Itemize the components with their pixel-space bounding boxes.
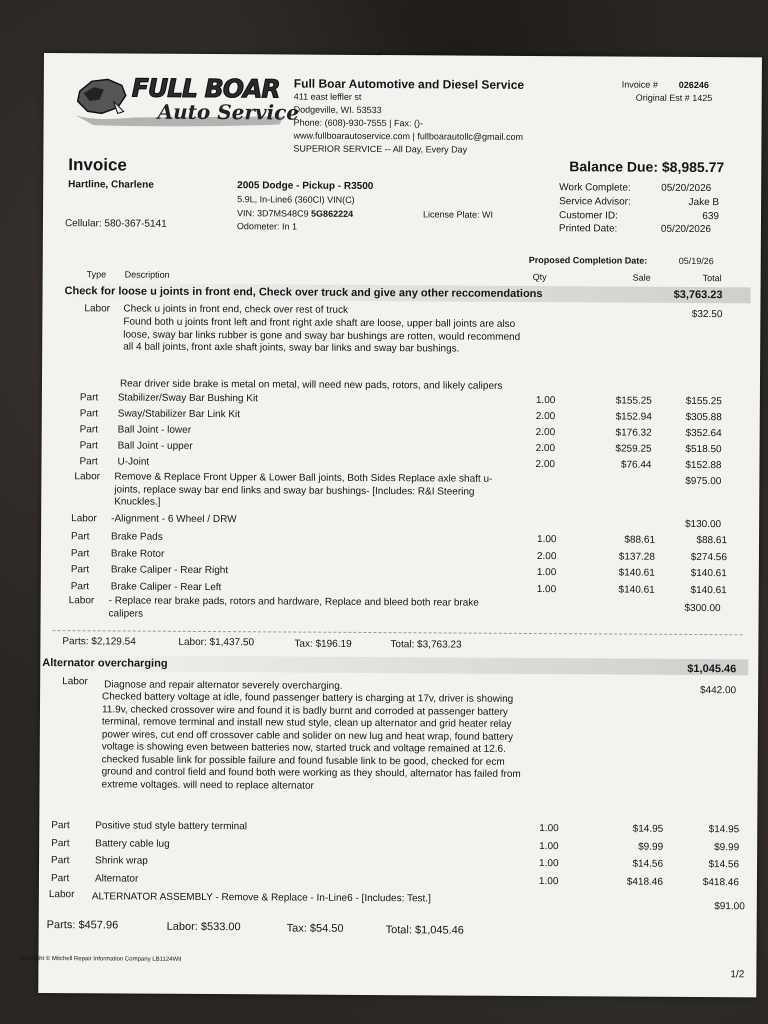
shop-slogan: SUPERIOR SERVICE -- All Day, Every Day — [293, 143, 468, 155]
item-total: $140.61 — [690, 567, 727, 580]
footer-copyright: Copyright © Mitchell Repair Information Company LB1124WII — [18, 955, 182, 963]
item-sale: $14.95 — [632, 823, 664, 835]
section1-labor1-note: Rear driver side brake is metal on metal, will need new pads, rotors, and likely calipers — [119, 378, 503, 392]
item-qty: 2.00 — [535, 411, 556, 423]
section2-labor1-text: Checked battery voltage at idle, found passenger battery is charging at 17v, driver is showing 11.9v, checked crossover wire and found it is badly burnt and corroded at passenger battery terminal, remove terminal and install new stud style, clean up alternator and grid heater relay power wires, cut end off crossover cable and solider on new lug and heat wrap, found battery voltage is showing even between batteries now, started truck and voltage remained at 12.6. checked fusable link for possible failure and found fusable link to be good, checked for ecm ground and control field and found both were working as they should, alternator has failed from extreme voltages. will need to replace alternator — [101, 691, 521, 792]
section1-labor1-line1: Check u joints in front end, check over rest of truck — [123, 303, 349, 316]
item-qty: 2.00 — [536, 550, 557, 562]
section2-labor1-total: $442.00 — [699, 685, 737, 697]
item-total: $518.50 — [685, 443, 722, 456]
section2-labor2-type: Labor — [48, 889, 75, 901]
item-sale: $176.32 — [615, 427, 652, 439]
invoice-number-label: Invoice # — [621, 79, 658, 90]
item-sale: $418.46 — [626, 876, 663, 888]
item-type: Part — [79, 440, 98, 452]
item-qty: 1.00 — [538, 875, 559, 887]
item-qty: 1.00 — [539, 858, 559, 870]
item-desc: Brake Pads — [111, 531, 163, 543]
section2-labor2-text: ALTERNATOR ASSEMBLY - Remove & Replace - In-Line6 - [Includes: Test.] — [91, 891, 431, 905]
col-total: Total — [702, 273, 722, 284]
section2-summary-parts: Parts: $457.96 — [46, 919, 119, 932]
col-sale: Sale — [632, 272, 651, 283]
vin-suffix: 5G862224 — [311, 208, 354, 219]
item-qty: 1.00 — [535, 395, 556, 407]
section1-summary-labor: Labor: $1,437.50 — [178, 636, 255, 649]
item-desc: Shrink wrap — [95, 855, 148, 867]
balance-due: Balance Due: $8,985.77 — [569, 158, 725, 176]
item-type: Part — [50, 872, 70, 884]
shop-name: Full Boar Automotive and Diesel Service — [293, 76, 525, 92]
section2-summary-total: Total: $1,045.46 — [385, 924, 464, 937]
item-qty: 1.00 — [537, 534, 557, 546]
section1-labor3-text: -Alignment - 6 Wheel / DRW — [111, 513, 237, 526]
item-total: $418.46 — [702, 876, 739, 888]
item-qty: 1.00 — [536, 583, 557, 595]
section1-labor3-total: $130.00 — [684, 518, 722, 531]
col-type: Type — [86, 269, 107, 280]
item-desc: U-Joint — [117, 456, 150, 468]
section1-total: $3,763.23 — [673, 288, 723, 302]
work-complete-date: 05/20/2026 — [661, 182, 712, 195]
item-qty: 1.00 — [536, 567, 557, 579]
vehicle-engine: 5.9L, In-Line6 (360CI) VIN(C) — [237, 194, 355, 205]
section1-labor4-text: - Replace rear brake pads, rotors and hardware, Replace and bleed both rear brake calipers — [108, 595, 479, 620]
item-sale: $140.61 — [618, 567, 655, 579]
proposed-completion-label: Proposed Completion Date: — [528, 254, 648, 266]
item-total: $352.64 — [685, 427, 722, 440]
vin-prefix: VIN: 3D7MS48C9 — [236, 208, 309, 219]
item-total: $274.56 — [690, 551, 727, 563]
section1-labor1-text: Found both u joints front left and front right axle shaft are loose, upper ball joints are also loose, sway bar links rubber is gone and sway bar bushings are rotten, would recommend all 4 ball joints, front axle shaft joints, sway bar links and sway bar bushings. — [123, 316, 521, 355]
service-advisor: Jake B — [688, 196, 720, 209]
item-qty: 1.00 — [539, 823, 559, 835]
section1-labor2-text: Remove & Replace Front Upper & Lower Ball joints, Both Sides Replace axle shaft u-joints, replace sway bar end links and sway bar bushings- [Includes: R&I Steering Knuckles.] — [114, 471, 493, 508]
item-qty: 2.00 — [535, 459, 555, 471]
item-type: Part — [79, 392, 99, 404]
item-desc: Positive stud style battery terminal — [95, 820, 248, 833]
item-desc: Ball Joint - upper — [117, 440, 193, 452]
item-type: Part — [79, 456, 98, 468]
customer-id: 639 — [702, 211, 720, 223]
section1-labor3-type: Labor — [71, 513, 97, 525]
item-total: $9.99 — [714, 841, 740, 853]
col-description: Description — [124, 269, 170, 280]
shop-logo — [74, 71, 300, 128]
item-qty: 2.00 — [535, 443, 556, 455]
printed-date-label: Printed Date: — [558, 223, 618, 235]
item-desc: Alternator — [94, 872, 139, 885]
proposed-completion-date: 05/19/26 — [678, 255, 714, 267]
item-sale: $140.61 — [618, 584, 655, 596]
item-desc: Ball Joint - lower — [117, 424, 192, 436]
item-desc: Sway/Stabilizer Bar Link Kit — [117, 408, 241, 421]
vehicle-title: 2005 Dodge - Pickup - R3500 — [237, 180, 374, 193]
page-number: 1/2 — [730, 969, 745, 981]
item-desc: Battery cable lug — [95, 837, 170, 850]
section2-summary-labor: Labor: $533.00 — [166, 920, 241, 934]
section1-labor4-type: Labor — [68, 595, 95, 607]
item-total: $155.25 — [685, 395, 722, 408]
item-desc: Stabilizer/Sway Bar Bushing Kit — [117, 392, 259, 405]
section1-title: Check for loose u joints in front end, Check over truck and give any other reccomendations — [64, 285, 543, 301]
license-plate: License Plate: WI — [422, 209, 494, 220]
section1-divider — [52, 630, 742, 635]
item-sale: $155.25 — [615, 395, 652, 407]
section2-summary-tax: Tax: $54.50 — [286, 922, 344, 935]
item-type: Part — [79, 424, 99, 436]
customer-id-label: Customer ID: — [558, 210, 618, 222]
item-sale: $9.99 — [638, 841, 664, 853]
item-type: Part — [51, 855, 70, 867]
item-total: $140.61 — [690, 584, 727, 596]
item-type: Part — [51, 820, 70, 832]
section2-labor2-total: $91.00 — [714, 901, 745, 913]
item-qty: 1.00 — [539, 840, 559, 852]
section2-labor1-line1: Diagnose and repair alternator severely overcharging. — [104, 679, 343, 692]
logo-text-main: FULL BOAR — [131, 73, 280, 104]
item-sale: $137.28 — [618, 551, 655, 563]
logo-text-sub: Auto Service — [157, 99, 300, 125]
section1-labor2-total: $975.00 — [685, 475, 722, 488]
item-total: $305.88 — [685, 411, 722, 424]
item-type: Part — [51, 837, 70, 849]
item-total: $152.88 — [685, 459, 722, 472]
item-sale: $88.61 — [624, 534, 656, 546]
section1-summary-tax: Tax: $196.19 — [294, 638, 352, 650]
section2-title: Alternator overcharging — [42, 657, 168, 670]
item-type: Part — [70, 564, 90, 576]
section2-labor1-type: Labor — [62, 676, 88, 688]
invoice-page — [18, 53, 762, 997]
item-sale: $259.25 — [615, 443, 652, 455]
item-sale: $152.94 — [615, 411, 652, 423]
section1-labor1-type: Labor — [84, 303, 111, 315]
col-qty: Qty — [532, 271, 547, 283]
item-total: $88.61 — [696, 534, 728, 547]
item-total: $14.95 — [708, 824, 740, 836]
invoice-title: Invoice — [68, 155, 127, 175]
section1-labor2-type: Labor — [74, 471, 101, 483]
item-desc: Brake Caliper - Rear Left — [110, 580, 222, 593]
shop-city: Dodgeville, WI. 53533 — [293, 104, 382, 116]
item-sale: $14.56 — [632, 858, 664, 870]
item-sale: $76.44 — [620, 459, 652, 471]
item-type: Part — [71, 531, 90, 543]
section1-labor4-total: $300.00 — [684, 602, 721, 615]
customer-name: Hartline, Charlene — [68, 179, 154, 191]
odometer: Odometer: In 1 — [236, 221, 298, 232]
invoice-number: 026246 — [678, 79, 709, 91]
item-type: Part — [79, 408, 99, 420]
section1-labor1-total: $32.50 — [691, 308, 723, 321]
item-total: $14.56 — [708, 859, 740, 871]
shop-address: 411 east leffler st — [293, 91, 362, 102]
customer-cellular: Cellular: 580-367-5141 — [64, 218, 167, 230]
work-complete-label: Work Complete: — [559, 182, 631, 194]
item-type: Part — [70, 547, 90, 559]
item-qty: 2.00 — [535, 427, 556, 439]
item-desc: Brake Rotor — [110, 547, 165, 560]
section2-total: $1,045.46 — [687, 662, 737, 676]
item-desc: Brake Caliper - Rear Right — [110, 564, 229, 577]
service-advisor-label: Service Advisor: — [559, 196, 631, 208]
item-type: Part — [70, 580, 90, 592]
shop-web: www.fullboarautoservice.com | fullboarautollc@gmail.com — [293, 130, 524, 142]
section1-summary-parts: Parts: $2,129.54 — [62, 636, 136, 648]
original-estimate: Original Est # 1425 — [635, 92, 713, 104]
section1-summary-total: Total: $3,763.23 — [390, 639, 462, 651]
vehicle-vin — [237, 208, 353, 219]
printed-date: 05/20/2026 — [660, 223, 712, 236]
shop-phone: Phone: (608)-930-7555 | Fax: ()- — [293, 117, 424, 129]
